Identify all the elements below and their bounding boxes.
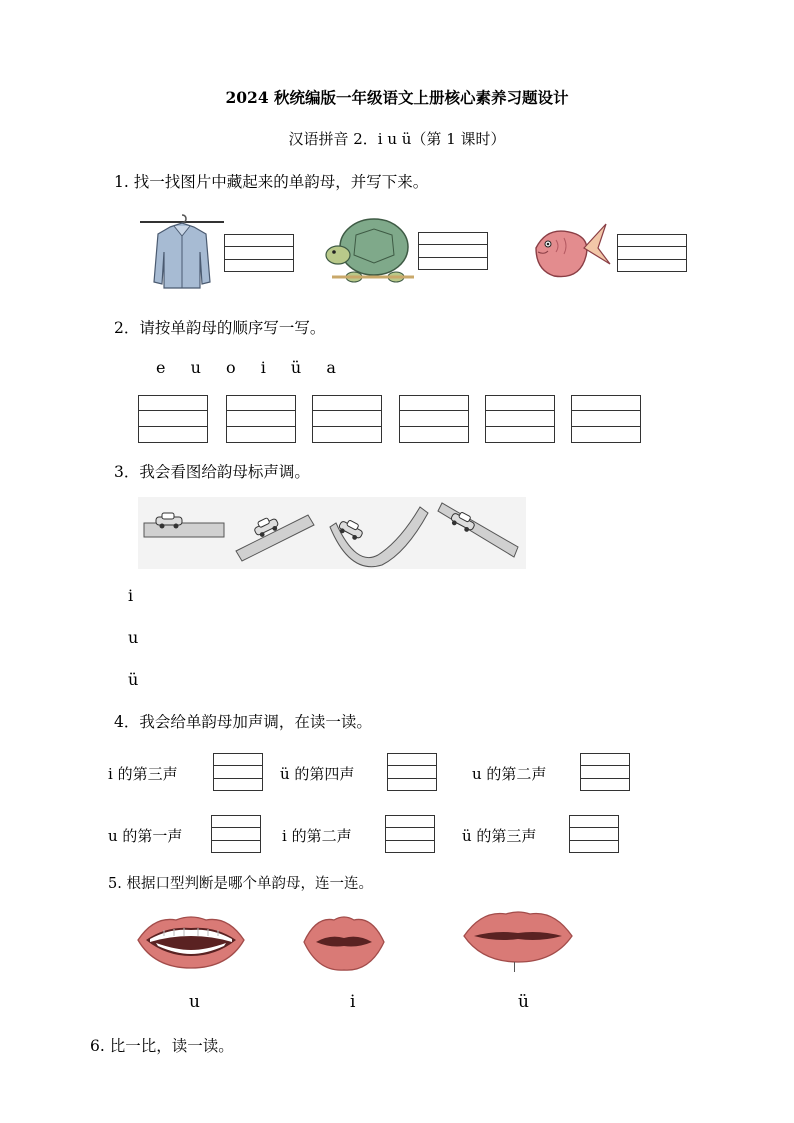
q4-grid-1[interactable] xyxy=(213,753,263,791)
q2-grid-4[interactable] xyxy=(399,395,469,443)
q3-letter-i: i xyxy=(128,586,134,605)
page-subtitle: 汉语拼音 2．i u ü（第 1 课时） xyxy=(288,130,506,148)
fish-picture xyxy=(528,218,614,288)
q5-letter-u: u xyxy=(189,992,200,1012)
q4-item-5-label: i 的第二声 xyxy=(282,827,352,845)
q4-item-2-label: ü 的第四声 xyxy=(280,765,355,783)
q4-grid-4[interactable] xyxy=(211,815,261,853)
question-1-text: 1. 找一找图片中藏起来的单韵母，并写下来。 xyxy=(114,173,429,191)
shirt-picture xyxy=(140,212,224,292)
q1-answer-grid-2[interactable] xyxy=(418,232,488,270)
q4-item-6-label: ü 的第三声 xyxy=(462,827,537,845)
q4-item-1-label: i 的第三声 xyxy=(108,765,178,783)
question-4-text: 4．我会给单韵母加声调，在读一读。 xyxy=(114,713,372,731)
q4-grid-3[interactable] xyxy=(580,753,630,791)
q4-grid-5[interactable] xyxy=(385,815,435,853)
question-2-text: 2．请按单韵母的顺序写一写。 xyxy=(114,319,326,337)
vowel-6: a xyxy=(326,358,336,377)
question-6-text: 6. 比一比，读一读。 xyxy=(90,1037,234,1055)
q2-grid-3[interactable] xyxy=(312,395,382,443)
q2-grid-5[interactable] xyxy=(485,395,555,443)
vowel-3: o xyxy=(225,358,236,377)
question-5-text: 5. 根据口型判断是哪个单韵母，连一连。 xyxy=(108,876,373,892)
connector-tick xyxy=(514,962,515,972)
q2-grid-6[interactable] xyxy=(571,395,641,443)
vowel-4: i xyxy=(260,358,266,377)
q2-grid-2[interactable] xyxy=(226,395,296,443)
q5-letter-v: ü xyxy=(518,992,529,1012)
lips-flat-picture xyxy=(462,908,574,964)
page-title: 2024 秋统编版一年级语文上册核心素养习题设计 xyxy=(225,88,569,107)
lips-round-picture xyxy=(302,912,386,974)
vowel-1: e xyxy=(156,358,166,377)
tone-roads-picture xyxy=(138,497,526,569)
q4-item-4-label: u 的第一声 xyxy=(108,827,183,845)
q5-letter-i: i xyxy=(350,992,356,1012)
q1-answer-grid-1[interactable] xyxy=(224,234,294,272)
lips-smile-picture xyxy=(136,912,246,970)
q3-letter-u: u xyxy=(128,628,139,647)
q4-grid-2[interactable] xyxy=(387,753,437,791)
q1-answer-grid-3[interactable] xyxy=(617,234,687,272)
q4-item-3-label: u 的第二声 xyxy=(472,765,547,783)
vowel-2: u xyxy=(190,358,201,377)
vowel-5: ü xyxy=(290,358,302,377)
vowel-sequence xyxy=(156,358,356,377)
turtle-picture xyxy=(324,215,420,285)
q2-grid-1[interactable] xyxy=(138,395,208,443)
question-3-text: 3．我会看图给韵母标声调。 xyxy=(114,463,310,481)
q4-grid-6[interactable] xyxy=(569,815,619,853)
q3-letter-v: ü xyxy=(128,670,139,689)
